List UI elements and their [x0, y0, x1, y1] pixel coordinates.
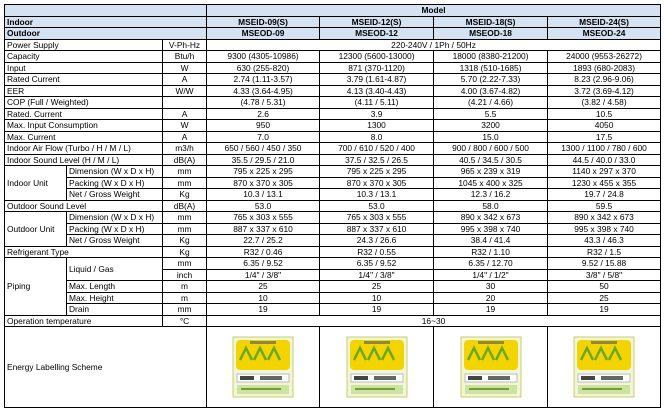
liquid-gas-inch-value-1: 1/4" / 3/8" — [207, 269, 320, 281]
piping-drain-value-4: 19 — [548, 304, 661, 316]
piping-max-length-value-4: 50 — [548, 281, 661, 293]
outdoor-model-3: MSEOD-18 — [434, 28, 548, 40]
max-input-consumption-value-4: 4050 — [548, 120, 661, 132]
cop-full-weighted-label: COP (Full / Weighted) — [5, 97, 163, 109]
rated-current-row — [5, 108, 661, 120]
indoor-air-flow-turbo-h-m-l-value-1: 650 / 560 / 450 / 350 — [207, 143, 320, 155]
energy-label-image-3 — [434, 327, 548, 408]
eer-row — [5, 85, 661, 97]
refrigerant-value-1: R32 / 0.46 — [207, 246, 320, 258]
outdoor-model-1: MSEOD-09 — [207, 28, 320, 40]
operation-temp-row — [5, 315, 661, 327]
outdoor-label: Outdoor — [5, 28, 207, 40]
eer-value-4: 3.72 (3.69-4.12) — [548, 85, 661, 97]
outdoor-model-2: MSEOD-12 — [320, 28, 434, 40]
piping-drain-label: Drain — [67, 304, 163, 316]
piping-max-height-label: Max. Height — [67, 292, 163, 304]
indoor-air-flow-turbo-h-m-l-value-4: 1300 / 1100 / 780 / 600 — [548, 143, 661, 155]
max-input-consumption-unit: W — [163, 120, 207, 132]
capacity-value-4: 24000 (9553-26272) — [548, 51, 661, 63]
cop-full-weighted-unit — [163, 97, 207, 109]
input-unit: W — [163, 62, 207, 74]
energy-label-image-2 — [320, 327, 434, 408]
indoor-sound-level-h-m-l-unit: dB(A) — [163, 154, 207, 166]
indoor-sound-level-h-m-l-label: Indoor Sound Level (H / M / L) — [5, 154, 163, 166]
indoor-sound-level-h-m-l-row — [5, 154, 661, 166]
indoor-unit-dimension-w-x-d-x-h-label: Dimension (W x D x H) — [67, 166, 163, 178]
liquid-gas-mm-value-1: 6.35 / 9.52 — [207, 258, 320, 270]
eer-unit: W/W — [163, 85, 207, 97]
outdoor-unit-packing-w-x-d-x-h-value-4: 995 x 398 x 740 — [548, 223, 661, 235]
max-current-row — [5, 131, 661, 143]
refrigerant-value-2: R32 / 0.55 — [320, 246, 434, 258]
liquid-gas-inch-unit: inch — [163, 269, 207, 281]
outdoor-unit-dimension-w-x-d-x-h-unit: mm — [163, 212, 207, 224]
outdoor-unit-packing-w-x-d-x-h-value-2: 887 x 337 x 610 — [320, 223, 434, 235]
energy-label: Energy Labelling Scheme — [5, 327, 207, 408]
max-current-unit: A — [163, 131, 207, 143]
eer-label: EER — [5, 85, 163, 97]
liquid-gas-mm-value-2: 6.35 / 9.52 — [320, 258, 434, 270]
energy-label-image-1 — [207, 327, 320, 408]
indoor-model-4: MSEID-24(S) — [548, 16, 661, 28]
outdoor-unit-net-gross-weight-value-3: 38.4 / 41.4 — [434, 235, 548, 247]
piping-max-length-row — [5, 281, 661, 293]
indoor-unit-net-gross-weight-row — [5, 189, 661, 201]
model-header-row — [5, 5, 661, 17]
refrigerant-value-4: R32 / 1.5 — [548, 246, 661, 258]
indoor-unit-dimension-w-x-d-x-h-value-1: 795 x 225 x 295 — [207, 166, 320, 178]
refrigerant-row — [5, 246, 661, 258]
liquid-gas-inch-value-2: 1/4" / 3/8" — [320, 269, 434, 281]
piping-max-length-unit: m — [163, 281, 207, 293]
outdoor-sound-value-2: 53.0 — [320, 200, 434, 212]
rated-current-value-4: 10.5 — [548, 108, 661, 120]
piping-drain-value-3: 19 — [434, 304, 548, 316]
refrigerant-label: Refrigerant Type — [5, 246, 163, 258]
rated-current-value-1: 2.74 (1.11-3.57) — [207, 74, 320, 86]
piping-drain-row — [5, 304, 661, 316]
indoor-unit-dimension-w-x-d-x-h-value-4: 1140 x 297 x 370 — [548, 166, 661, 178]
piping-max-height-unit: m — [163, 292, 207, 304]
outdoor-unit-dimension-w-x-d-x-h-value-4: 890 x 342 x 673 — [548, 212, 661, 224]
indoor-unit-dimension-w-x-d-x-h-row — [5, 166, 661, 178]
capacity-value-2: 12300 (5600-13000) — [320, 51, 434, 63]
cop-full-weighted-value-3: (4.21 / 4.66) — [434, 97, 548, 109]
piping-max-height-value-1: 10 — [207, 292, 320, 304]
outdoor-unit-dimension-w-x-d-x-h-label: Dimension (W x D x H) — [67, 212, 163, 224]
max-input-consumption-value-1: 950 — [207, 120, 320, 132]
header-blank — [5, 5, 207, 17]
indoor-sound-level-h-m-l-value-1: 35.5 / 29.5 / 21.0 — [207, 154, 320, 166]
outdoor-unit-net-gross-weight-row — [5, 235, 661, 247]
indoor-air-flow-turbo-h-m-l-value-2: 700 / 610 / 520 / 400 — [320, 143, 434, 155]
outdoor-sound-value-3: 58.0 — [434, 200, 548, 212]
operation-temp-label: Operation temperature — [5, 315, 163, 327]
indoor-air-flow-turbo-h-m-l-value-3: 900 / 800 / 600 / 500 — [434, 143, 548, 155]
outdoor-sound-label: Outdoor Sound Level — [5, 200, 163, 212]
piping-drain-value-1: 19 — [207, 304, 320, 316]
piping-max-length-value-1: 25 — [207, 281, 320, 293]
input-row — [5, 62, 661, 74]
indoor-unit-net-gross-weight-unit: Kg — [163, 189, 207, 201]
energy-rating-label-icon — [573, 336, 635, 398]
outdoor-unit-dimension-w-x-d-x-h-value-3: 890 x 342 x 673 — [434, 212, 548, 224]
indoor-air-flow-turbo-h-m-l-row — [5, 143, 661, 155]
energy-rating-label-icon — [232, 336, 294, 398]
liquid-gas-mm-unit: mm — [163, 258, 207, 270]
liquid-gas-mm-value-3: 6.35 / 12.70 — [434, 258, 548, 270]
rated-current-unit: A — [163, 108, 207, 120]
piping-liquid-gas-mm-row — [5, 258, 661, 270]
rated-current-value-3: 5.70 (2.22-7.33) — [434, 74, 548, 86]
energy-rating-label-icon — [460, 336, 522, 398]
energy-label-row — [5, 327, 661, 408]
rated-current-unit: A — [163, 74, 207, 86]
operation-temp-value: 16~30 — [207, 315, 661, 327]
indoor-unit-packing-w-x-d-x-h-label: Packing (W x D x H) — [67, 177, 163, 189]
piping-group-label: Piping — [5, 258, 67, 316]
indoor-unit-net-gross-weight-value-3: 12.3 / 16.2 — [434, 189, 548, 201]
outdoor-unit-dimension-w-x-d-x-h-value-2: 765 x 303 x 555 — [320, 212, 434, 224]
piping-max-length-label: Max. Length — [67, 281, 163, 293]
piping-max-length-value-3: 30 — [434, 281, 548, 293]
indoor-model-1: MSEID-09(S) — [207, 16, 320, 28]
eer-value-2: 4.13 (3.40-4.43) — [320, 85, 434, 97]
max-current-label: Max. Current — [5, 131, 163, 143]
outdoor-models-row — [5, 28, 661, 40]
cop-full-weighted-value-4: (3.82 / 4.58) — [548, 97, 661, 109]
liquid-gas-inch-value-3: 1/4" / 1/2" — [434, 269, 548, 281]
piping-drain-value-2: 19 — [320, 304, 434, 316]
max-current-value-2: 8.0 — [320, 131, 434, 143]
power-supply-unit: V-Ph-Hz — [163, 39, 207, 51]
liquid-gas-label: Liquid / Gas — [67, 258, 163, 281]
max-input-consumption-value-3: 3200 — [434, 120, 548, 132]
piping-max-height-value-2: 10 — [320, 292, 434, 304]
outdoor-model-4: MSEOD-24 — [548, 28, 661, 40]
capacity-row — [5, 51, 661, 63]
rated-current-value-1: 2.6 — [207, 108, 320, 120]
outdoor-sound-value-4: 59.5 — [548, 200, 661, 212]
outdoor-unit-packing-w-x-d-x-h-label: Packing (W x D x H) — [67, 223, 163, 235]
operation-temp-unit: °C — [163, 315, 207, 327]
rated-current-value-2: 3.79 (1.61-4.87) — [320, 74, 434, 86]
rated-current-value-4: 8.23 (2.96-9.06) — [548, 74, 661, 86]
piping-max-length-value-2: 25 — [320, 281, 434, 293]
indoor-unit-net-gross-weight-value-4: 19.7 / 24.8 — [548, 189, 661, 201]
power-supply-label: Power Supply — [5, 39, 163, 51]
indoor-air-flow-turbo-h-m-l-unit: m3/h — [163, 143, 207, 155]
energy-label-image-4 — [548, 327, 661, 408]
model-header: Model — [207, 5, 661, 17]
indoor-air-flow-turbo-h-m-l-label: Indoor Air Flow (Turbo / H / M / L) — [5, 143, 163, 155]
outdoor-unit-packing-w-x-d-x-h-value-1: 887 x 337 x 610 — [207, 223, 320, 235]
indoor-models-row — [5, 16, 661, 28]
indoor-unit-group-label: Indoor Unit — [5, 166, 67, 201]
indoor-model-2: MSEID-12(S) — [320, 16, 434, 28]
indoor-unit-net-gross-weight-label: Net / Gross Weight — [67, 189, 163, 201]
indoor-unit-dimension-w-x-d-x-h-value-3: 965 x 239 x 319 — [434, 166, 548, 178]
indoor-unit-packing-w-x-d-x-h-value-4: 1230 x 455 x 355 — [548, 177, 661, 189]
eer-value-1: 4.33 (3.64-4.95) — [207, 85, 320, 97]
spec-table — [4, 4, 661, 408]
outdoor-unit-net-gross-weight-label: Net / Gross Weight — [67, 235, 163, 247]
indoor-unit-packing-w-x-d-x-h-value-3: 1045 x 400 x 325 — [434, 177, 548, 189]
indoor-unit-packing-w-x-d-x-h-row — [5, 177, 661, 189]
liquid-gas-inch-value-4: 3/8" / 5/8" — [548, 269, 661, 281]
input-value-3: 1318 (510-1685) — [434, 62, 548, 74]
indoor-sound-level-h-m-l-value-3: 40.5 / 34.5 / 30.5 — [434, 154, 548, 166]
indoor-unit-packing-w-x-d-x-h-value-2: 870 x 370 x 305 — [320, 177, 434, 189]
input-label: Input — [5, 62, 163, 74]
piping-max-height-row — [5, 292, 661, 304]
refrigerant-unit: Kg — [163, 246, 207, 258]
rated-current-row — [5, 74, 661, 86]
indoor-unit-packing-w-x-d-x-h-unit: mm — [163, 177, 207, 189]
piping-drain-unit: mm — [163, 304, 207, 316]
outdoor-unit-packing-w-x-d-x-h-value-3: 995 x 398 x 740 — [434, 223, 548, 235]
outdoor-unit-group-label: Outdoor Unit — [5, 212, 67, 247]
cop-full-weighted-row — [5, 97, 661, 109]
rated-current-label: Rated Current — [5, 74, 163, 86]
max-input-consumption-value-2: 1300 — [320, 120, 434, 132]
outdoor-sound-row — [5, 200, 661, 212]
indoor-unit-net-gross-weight-value-2: 10.3 / 13.1 — [320, 189, 434, 201]
liquid-gas-mm-value-4: 9.52 / 15.88 — [548, 258, 661, 270]
outdoor-sound-unit: dB(A) — [163, 200, 207, 212]
input-value-2: 871 (370-1120) — [320, 62, 434, 74]
indoor-unit-net-gross-weight-value-1: 10.3 / 13.1 — [207, 189, 320, 201]
rated-current-value-2: 3.9 — [320, 108, 434, 120]
max-input-consumption-row — [5, 120, 661, 132]
piping-max-height-value-3: 20 — [434, 292, 548, 304]
outdoor-unit-dimension-w-x-d-x-h-row — [5, 212, 661, 224]
capacity-unit: Btu/h — [163, 51, 207, 63]
power-supply-value: 220-240V / 1Ph / 50Hz — [207, 39, 661, 51]
rated-current-label: Rated. Current — [5, 108, 163, 120]
capacity-value-1: 9300 (4305-10986) — [207, 51, 320, 63]
outdoor-unit-dimension-w-x-d-x-h-value-1: 765 x 303 x 555 — [207, 212, 320, 224]
outdoor-sound-value-1: 53.0 — [207, 200, 320, 212]
piping-max-height-value-4: 25 — [548, 292, 661, 304]
outdoor-unit-packing-w-x-d-x-h-row — [5, 223, 661, 235]
indoor-label: Indoor — [5, 16, 207, 28]
outdoor-unit-net-gross-weight-value-1: 22.7 / 25.2 — [207, 235, 320, 247]
energy-rating-label-icon — [346, 336, 408, 398]
outdoor-unit-net-gross-weight-value-4: 43.3 / 46.3 — [548, 235, 661, 247]
capacity-value-3: 18000 (8380-21200) — [434, 51, 548, 63]
indoor-unit-dimension-w-x-d-x-h-value-2: 795 x 225 x 295 — [320, 166, 434, 178]
cop-full-weighted-value-1: (4.78 / 5.31) — [207, 97, 320, 109]
max-current-value-4: 17.5 — [548, 131, 661, 143]
indoor-unit-packing-w-x-d-x-h-value-1: 870 x 370 x 305 — [207, 177, 320, 189]
capacity-label: Capacity — [5, 51, 163, 63]
indoor-sound-level-h-m-l-value-4: 44.5 / 40.0 / 33.0 — [548, 154, 661, 166]
indoor-model-3: MSEID-18(S) — [434, 16, 548, 28]
cop-full-weighted-value-2: (4.11 / 5.11) — [320, 97, 434, 109]
indoor-unit-dimension-w-x-d-x-h-unit: mm — [163, 166, 207, 178]
outdoor-unit-net-gross-weight-unit: Kg — [163, 235, 207, 247]
outdoor-unit-net-gross-weight-value-2: 24.3 / 26.6 — [320, 235, 434, 247]
refrigerant-value-3: R32 / 1.10 — [434, 246, 548, 258]
power-supply-row — [5, 39, 661, 51]
outdoor-unit-packing-w-x-d-x-h-unit: mm — [163, 223, 207, 235]
eer-value-3: 4.00 (3.67-4.82) — [434, 85, 548, 97]
max-current-value-1: 7.0 — [207, 131, 320, 143]
rated-current-value-3: 5.5 — [434, 108, 548, 120]
max-current-value-3: 15.0 — [434, 131, 548, 143]
max-input-consumption-label: Max. Input Consumption — [5, 120, 163, 132]
input-value-4: 1893 (680-2083) — [548, 62, 661, 74]
input-value-1: 630 (255-820) — [207, 62, 320, 74]
indoor-sound-level-h-m-l-value-2: 37.5 / 32.5 / 26.5 — [320, 154, 434, 166]
